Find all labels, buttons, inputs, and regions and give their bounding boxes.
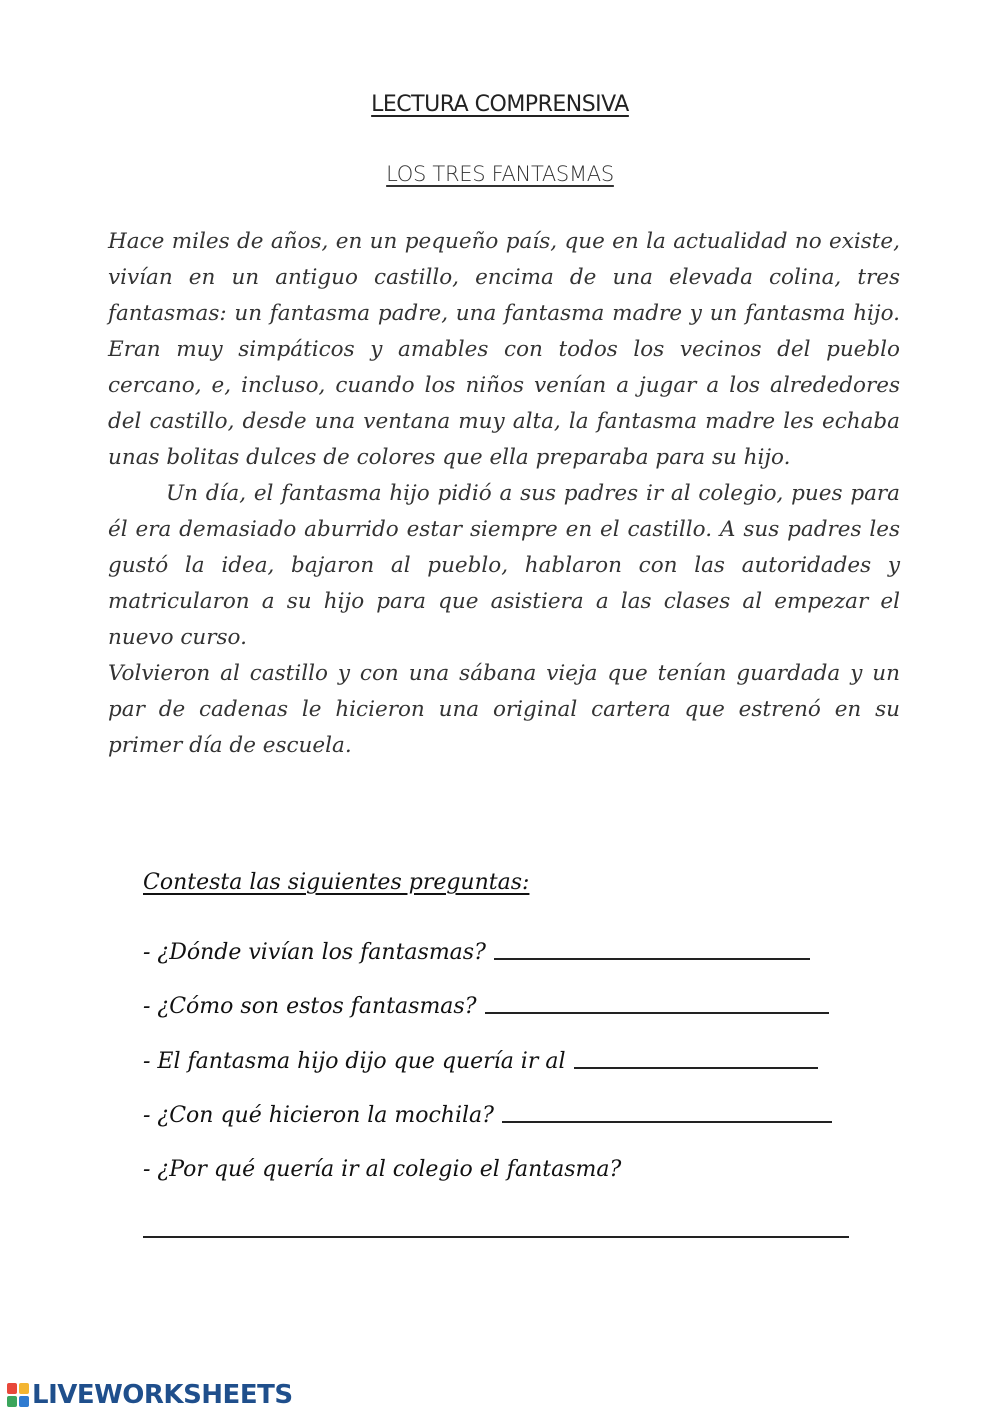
question-text: - ¿Por qué quería ir al colegio el fantasma?	[143, 1157, 622, 1182]
reading-paragraph: Un día, el fantasma hijo pidió a sus padres ir al colegio, pues para él era demasiado aburrido estar siempre en el castillo. A sus padres les gustó la idea, bajaron al pueblo, hablaron con las autoridades y matricularon a su hijo para que asistiera a las clases al empezar el nuevo curso.	[108, 481, 900, 650]
logo-text: LIVEWORKSHEETS	[32, 1380, 293, 1410]
question-text: - ¿Cómo son estos fantasmas?	[143, 994, 477, 1019]
answer-blank-3[interactable]	[574, 1066, 818, 1069]
answer-blank-4[interactable]	[502, 1120, 832, 1123]
question-5	[143, 1157, 621, 1182]
question-1	[143, 940, 810, 965]
answer-blank-5[interactable]	[143, 1236, 849, 1238]
page-title: LECTURA COMPRENSIVA	[371, 92, 629, 117]
story-title: LOS TRES FANTASMAS	[386, 162, 614, 186]
answer-blank-2[interactable]	[485, 1011, 829, 1014]
question-2	[143, 994, 829, 1019]
reading-text	[108, 224, 900, 764]
reading-paragraph: Hace miles de años, en un pequeño país, que en la actualidad no existe, vivían en un antiguo castillo, encima de una elevada colina, tres fantasmas: un fantasma padre, una fantasma madre y un fantasma hijo. Eran muy simpáticos y amables con todos los vecinos del pueblo cercano, e, incluso, cuando los niños venían a jugar a los alrededores del castillo, desde una ventana muy alta, la fantasma madre les echaba unas bolitas dulces de colores que ella preparaba para su hijo.	[108, 229, 900, 470]
question-text: - ¿Con qué hicieron la mochila?	[143, 1103, 494, 1128]
question-text: - ¿Dónde vivían los fantasmas?	[143, 940, 486, 965]
liveworksheets-logo-icon	[6, 1382, 30, 1408]
reading-paragraph: Volvieron al castillo y con una sábana vieja que tenían guardada y un par de cadenas le hicieron una original cartera que estrenó en su primer día de escuela.	[108, 661, 900, 758]
question-text: - El fantasma hijo dijo que quería ir al	[143, 1049, 566, 1074]
questions-heading: Contesta las siguientes preguntas:	[143, 870, 530, 895]
liveworksheets-logo	[6, 1380, 293, 1410]
question-3	[143, 1049, 818, 1074]
question-4	[143, 1103, 832, 1128]
answer-blank-1[interactable]	[494, 957, 810, 960]
